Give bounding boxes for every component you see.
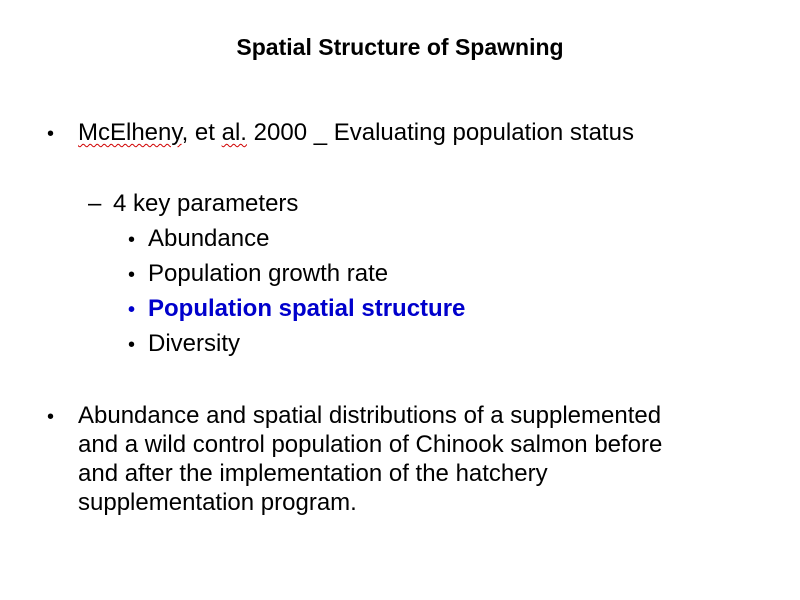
sub-dash-marker: – <box>88 190 102 217</box>
parameter-spatial-structure: Population spatial structure <box>148 295 466 322</box>
parameter-diversity: Diversity <box>148 330 241 357</box>
study-line: Abundance and spatial distributions of a supplemented <box>78 402 662 429</box>
reference-al: al. <box>221 119 247 146</box>
parameter-abundance: Abundance <box>148 225 270 252</box>
parameter-marker: • <box>128 264 136 286</box>
study-line: supplementation program. <box>78 489 357 516</box>
reference-rest: 2000 _ Evaluating population status <box>246 119 634 146</box>
reference-sep: , et <box>181 119 222 146</box>
reference-author: McElheny <box>78 119 182 146</box>
bullet-study-description <box>78 401 778 517</box>
study-line: and a wild control population of Chinook salmon before <box>78 431 663 458</box>
slide-title: Spatial Structure of Spawning <box>236 34 564 60</box>
parameter-marker: • <box>128 334 136 356</box>
bullet-marker: • <box>47 406 55 428</box>
parameter-marker: • <box>128 229 136 251</box>
study-line: and after the implementation of the hatchery <box>78 460 548 487</box>
bullet-marker: • <box>47 123 55 145</box>
parameter-marker-highlight: • <box>128 299 136 321</box>
bullet-reference <box>78 118 634 147</box>
sub-bullet-key-parameters: 4 key parameters <box>113 190 299 217</box>
parameter-growth-rate: Population growth rate <box>148 260 389 287</box>
